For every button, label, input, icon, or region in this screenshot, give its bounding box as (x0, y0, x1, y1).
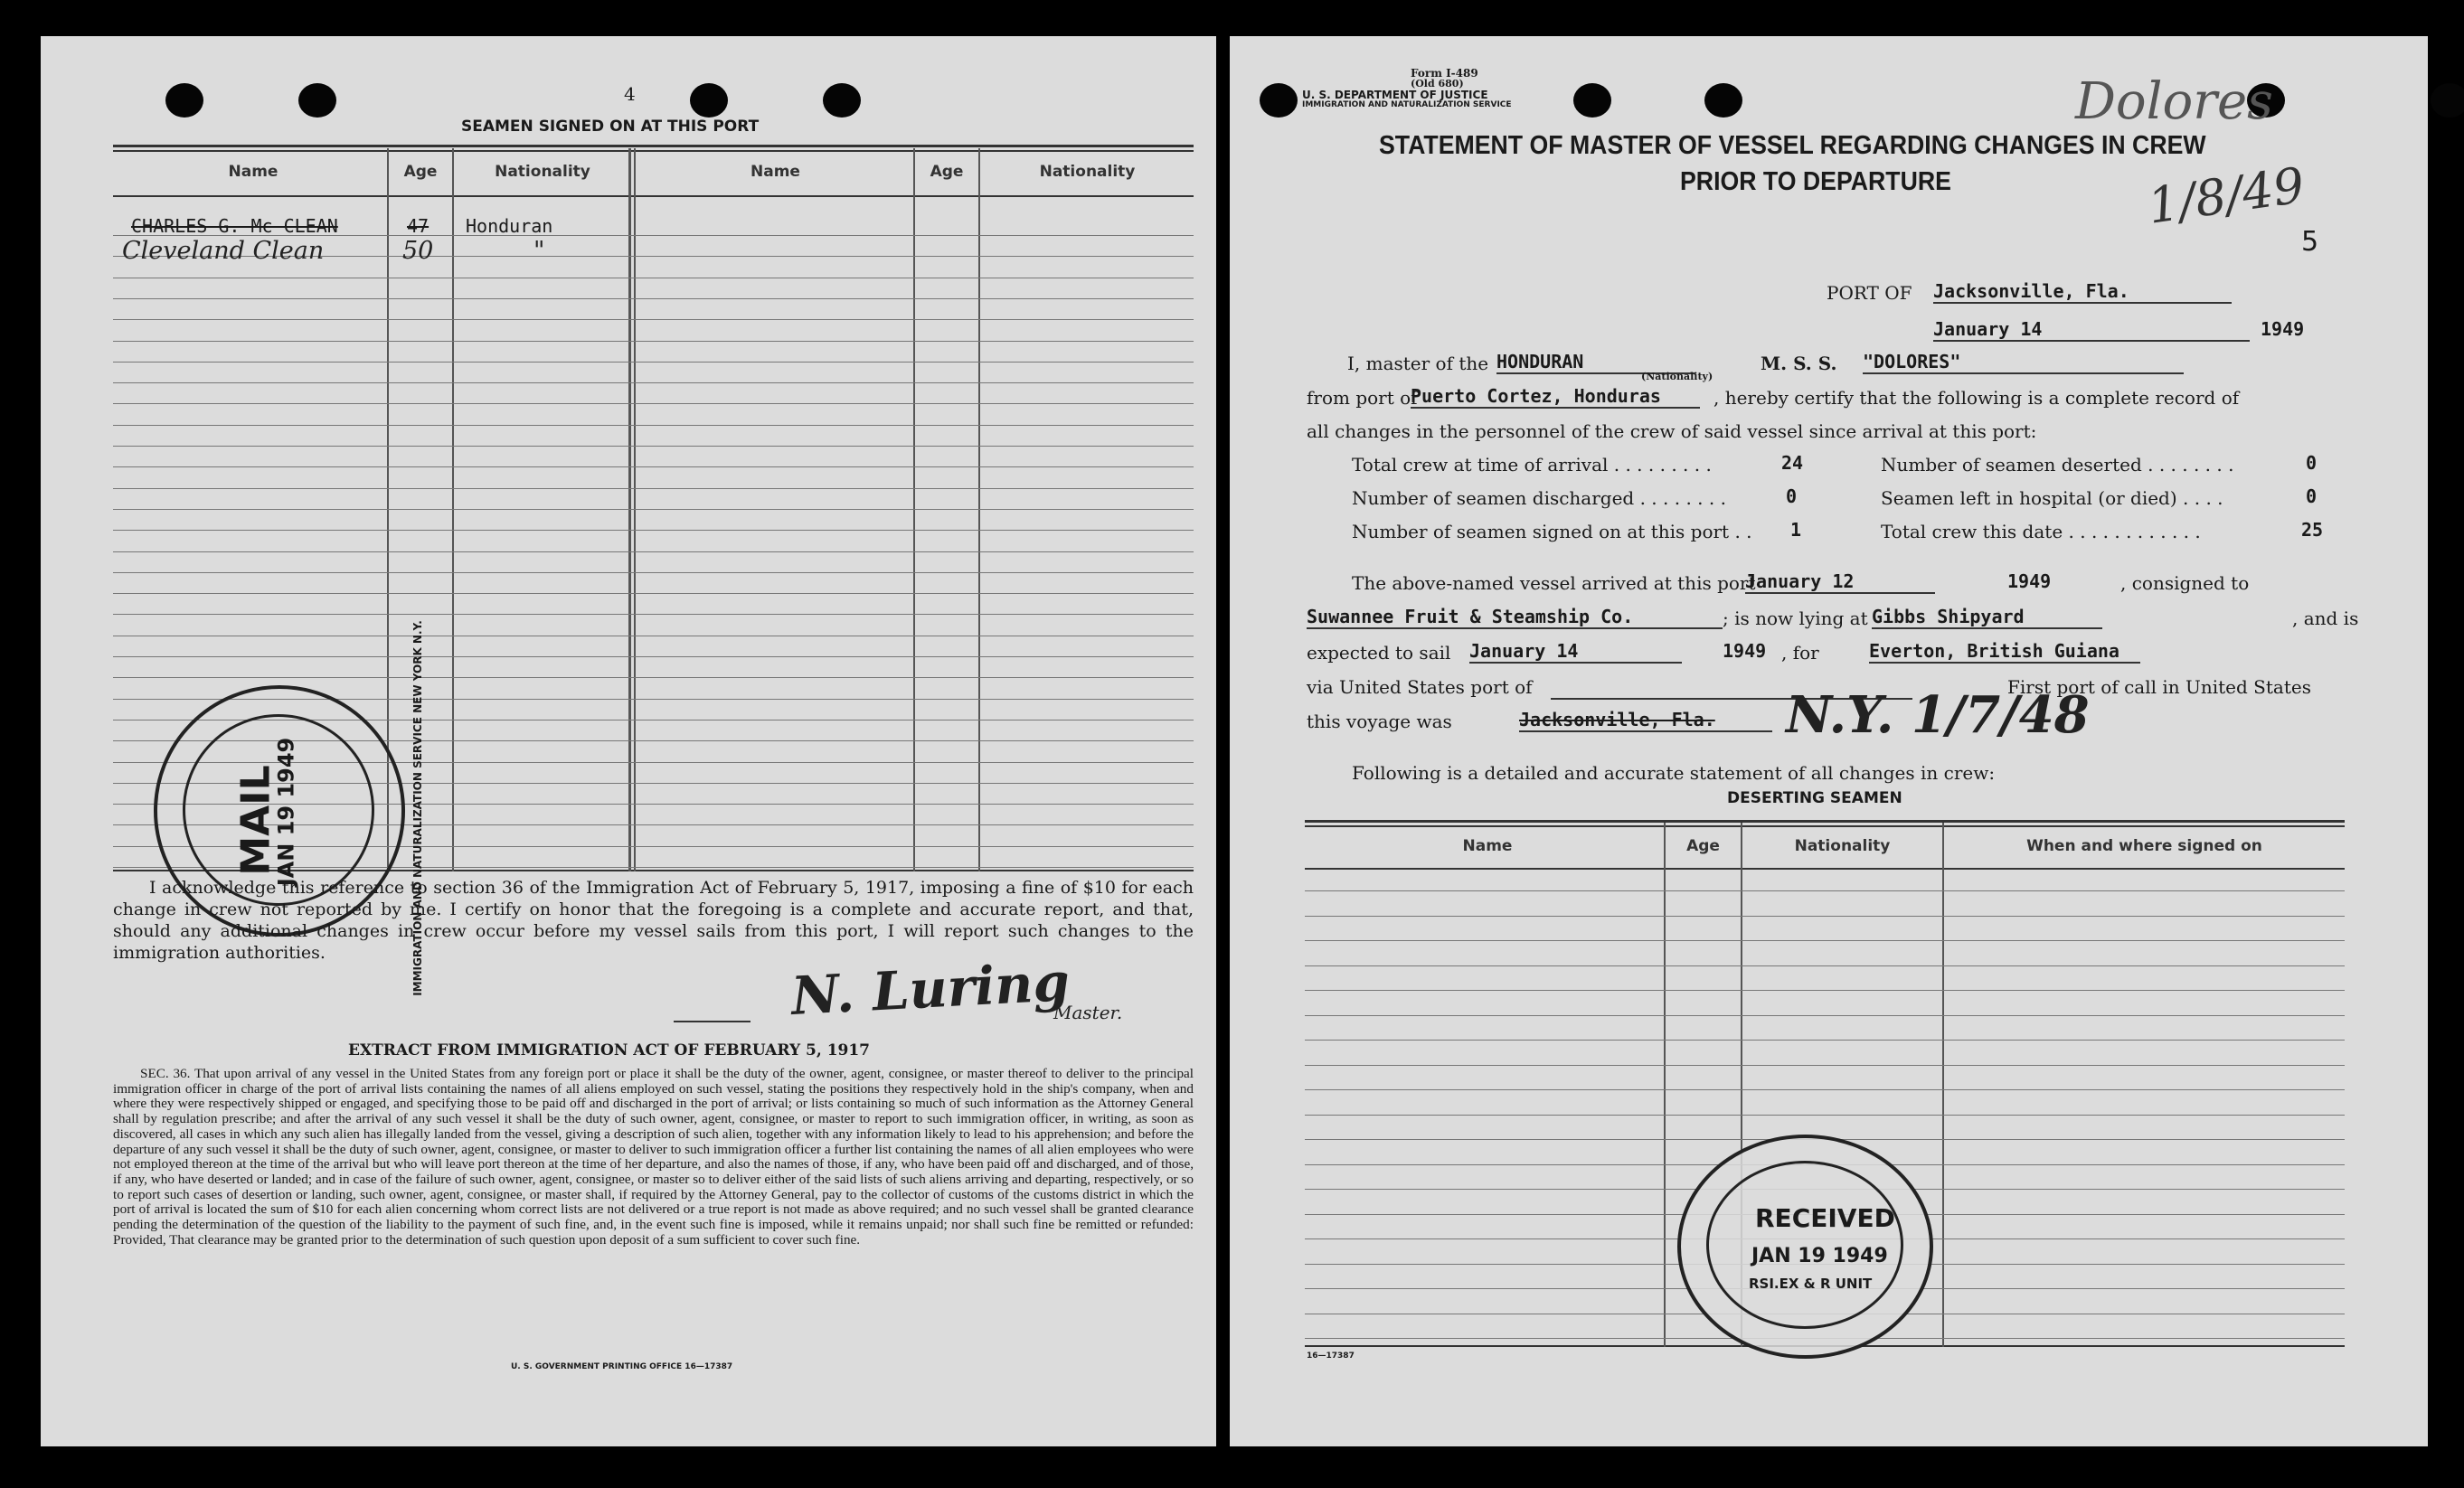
column-header: Age (930, 163, 964, 181)
table-rule (113, 446, 1194, 447)
table-row-nationality: " (533, 237, 545, 265)
column-header: Nationality (1794, 837, 1891, 855)
via-text: via United States port of (1307, 676, 1533, 698)
expected-text: expected to sail (1307, 642, 1451, 664)
punch-hole (1573, 83, 1611, 118)
table-rule (113, 403, 1194, 404)
punch-hole (1260, 83, 1298, 118)
and-is-text: , and is (2292, 607, 2359, 629)
column-header: Name (228, 163, 278, 181)
date-year: 1949 (2261, 318, 2305, 340)
table-rule (113, 466, 1194, 467)
arrived-year: 1949 (2007, 570, 2052, 592)
table-row-nationality: Honduran (466, 215, 553, 237)
deserting-title: DESERTING SEAMEN (1727, 789, 1902, 807)
table-row-name: CHARLES G. Mc CLEAN (131, 215, 338, 237)
handwritten-vessel: Dolores (2075, 72, 2273, 131)
voyage-handwritten: N.Y. 1/7/48 (1786, 685, 2090, 745)
first-port-text: First port of call in United States (2007, 676, 2311, 698)
table-rule (113, 319, 1194, 320)
stat-value: 0 (1786, 485, 1798, 507)
table-rule (113, 488, 1194, 489)
extract-title: EXTRACT FROM IMMIGRATION ACT OF FEBRUARY 5, 1917 (348, 1041, 871, 1059)
stat-label: Number of seamen signed on at this port . . (1352, 521, 1752, 542)
table-rule (1305, 990, 2345, 991)
vessel-name: "DOLORES" (1863, 351, 2184, 374)
master-signature: N. Luring (789, 950, 1072, 1028)
table-rule (1305, 1089, 2345, 1090)
lying-text: ; is now lying at (1723, 607, 1868, 629)
from-port-label: from port of (1307, 387, 1418, 409)
service: IMMIGRATION AND NATURALIZATION SERVICE (1302, 100, 1512, 109)
arrived-date: January 12 (1745, 570, 1935, 594)
sail-year: 1949 (1723, 640, 1767, 662)
for-text: , for (1781, 642, 1819, 664)
punch-hole (2431, 83, 2464, 118)
section-title: SEAMEN SIGNED ON AT THIS PORT (461, 118, 760, 136)
form-number: Form I-489 (1411, 67, 1478, 80)
stat-label: Total crew at time of arrival . . . . . . . . . (1352, 454, 1712, 476)
table-row-age: 47 (407, 215, 430, 237)
voyage-value: Jacksonville, Fla. (1519, 709, 1772, 732)
consigned-text: , consigned to (2120, 572, 2250, 594)
mail-stamp: MAIL JAN 19 1949 IMMIGRATION AND NATURALIZATION SERVICE NEW YORK N.Y. (154, 685, 405, 937)
vessel-type: M. S. S. (1761, 353, 1837, 374)
table-rule (1305, 1115, 2345, 1116)
table-rule (1305, 916, 2345, 917)
left-page (41, 36, 1216, 1446)
nationality-caption: (Nationality) (1641, 371, 1713, 382)
table-rule (113, 614, 1194, 615)
stat-label: Total crew this date . . . . . . . . . . . . (1881, 521, 2201, 542)
right-page (1230, 36, 2428, 1446)
table-rule (1305, 890, 2345, 891)
column-header: Nationality (495, 163, 590, 181)
table-rule (1305, 940, 2345, 941)
column-header: Nationality (1039, 163, 1136, 181)
table-rule (113, 382, 1194, 383)
column-header: Name (751, 163, 800, 181)
port-value: Jacksonville, Fla. (1933, 280, 2232, 304)
table-rule (113, 530, 1194, 531)
stat-label: Number of seamen deserted . . . . . . . . (1881, 454, 2234, 476)
extract-text: SEC. 36. That upon arrival of any vessel in the United States from any foreign port or place it shall be the duty of the owner, agent, consignee, or master thereof to deliver to the principal immigration officer in charge of the port of arrival lists containing the names of all aliens employed on such vessel, stating the positions they respectively hold in the ship's company, when and where they were respectively shipped or engaged, and specifying those to be paid off and discharged in the port of arrival; or lists containing so much of such information as the Attorney General shall by regulation prescribe; and after the arrival of any such vessel it shall be the duty of such owner, agent, consignee, or master to report to such immigration officer, in writing, as soon as discovered, all cases in which any such alien has illegally landed from the vessel, giving a description of such alien, together with any information likely to lead to his apprehension; and before the departure of any such vessel it shall be the duty of such owner, agent, consignee, or master to deliver to such immigration officer a further list containing the names of all alien employees who were not employed thereon at the time of the arrival but who will leave port thereon at the time of her departure, and also the names of those, if any, who have been paid off and discharged, and of those, if any, who have deserted or landed; and in case of the failure of such owner, agent, consignee, or master so to deliver either of the said lists of such aliens arriving and departing, respectively, or so to report such cases of desertion or landing, such owner, agent, consignee, or master shall, if required by the Attorney General, pay to the collector of customs of the customs district in which the port of arrival is located the sum of $10 for each alien concerning whom correct lists are not delivered or a true report is not made as above required; and no such vessel shall be granted clearance pending the determination of the question of the liability to the payment of such fine, and, in the event such fine is imposed, while it remains unpaid; nor shall such fine be remitted or refunded: Provided, That clearance may be granted prior to the determination of such question upon deposit of a sum sufficient to cover such fine. (113, 1066, 1194, 1248)
table-rule (113, 677, 1194, 678)
table-row-name: Cleveland Clean (122, 237, 325, 265)
table-rule (113, 551, 1194, 552)
stat-value: 25 (2301, 519, 2324, 541)
punch-hole (165, 83, 203, 118)
printing-office: U. S. GOVERNMENT PRINTING OFFICE 16—17387 (511, 1362, 733, 1371)
statement-title: STATEMENT OF MASTER OF VESSEL REGARDING CHANGES IN CREW (1379, 131, 2206, 160)
table-rule (113, 341, 1194, 342)
arrived-text: The above-named vessel arrived at this port (1352, 572, 1756, 594)
destination: Everton, British Guiana (1869, 640, 2140, 664)
following-text: Following is a detailed and accurate statement of all changes in crew: (1352, 762, 1996, 784)
stat-value: 0 (2306, 452, 2318, 474)
acknowledgment-text: I acknowledge this reference to section 36 of the Immigration Act of February 5, 1917, imposing a fine of $10 for each change in crew not reported by me. I certify on honor that the foregoing is a complete and accurate report, and that, should any additional changes in crew occur before my vessel sails from this port, I will report such changes to the immigration authorities. (113, 878, 1194, 963)
received-stamp: RECEIVED JAN 19 1949 RSI.EX & R UNIT (1677, 1135, 1933, 1359)
date-value: January 14 (1933, 318, 2250, 342)
table-row-age: 50 (402, 237, 434, 265)
punch-hole (298, 83, 336, 118)
table-rule (113, 425, 1194, 426)
stat-value: 1 (1790, 519, 1802, 541)
table-rule (113, 298, 1194, 299)
lying-at: Gibbs Shipyard (1872, 606, 2102, 629)
stat-label: Seamen left in hospital (or died) . . . . (1881, 487, 2223, 509)
department: U. S. DEPARTMENT OF JUSTICE (1302, 89, 1488, 101)
stat-value: 24 (1781, 452, 1804, 474)
table-rule (113, 572, 1194, 573)
form-old-number: (Old 680) (1411, 78, 1464, 89)
voyage-text: this voyage was (1307, 711, 1452, 732)
nationality-value: HONDURAN (1496, 351, 1695, 374)
column-header: When and where signed on (2026, 837, 2262, 855)
table-rule (1305, 1040, 2345, 1041)
stat-value: 0 (2306, 485, 2318, 507)
consignee: Suwannee Fruit & Steamship Co. (1307, 606, 1723, 629)
table-rule (1305, 965, 2345, 966)
handwritten-date: 1/8/49 (2144, 156, 2308, 235)
master-label: Master. (1053, 1002, 1123, 1023)
column-header: Age (403, 163, 438, 181)
master-of-label: I, master of the (1347, 353, 1489, 374)
table-rule (113, 656, 1194, 657)
column-header: Age (1686, 837, 1720, 855)
from-port-value: Puerto Cortez, Honduras (1411, 385, 1700, 409)
punch-hole (690, 83, 728, 118)
table-rule (113, 362, 1194, 363)
form-code: 16—17387 (1307, 1351, 1355, 1361)
statement-subtitle: PRIOR TO DEPARTURE (1680, 167, 1951, 196)
punch-hole (1704, 83, 1742, 118)
table-rule (113, 509, 1194, 510)
page-number: 5 (2301, 226, 2319, 258)
table-rule (1305, 1065, 2345, 1066)
page-number: 4 (624, 83, 636, 105)
certify-text: , hereby certify that the following is a complete record of (1713, 387, 2240, 409)
sail-date: January 14 (1469, 640, 1682, 664)
stat-label: Number of seamen discharged . . . . . . . . (1352, 487, 1726, 509)
port-label: PORT OF (1827, 282, 1912, 304)
punch-hole (823, 83, 861, 118)
table-rule (113, 593, 1194, 594)
certify-text-2: all changes in the personnel of the crew of said vessel since arrival at this port: (1307, 420, 2037, 442)
column-header: Name (1462, 837, 1513, 855)
table-rule (1305, 1015, 2345, 1016)
